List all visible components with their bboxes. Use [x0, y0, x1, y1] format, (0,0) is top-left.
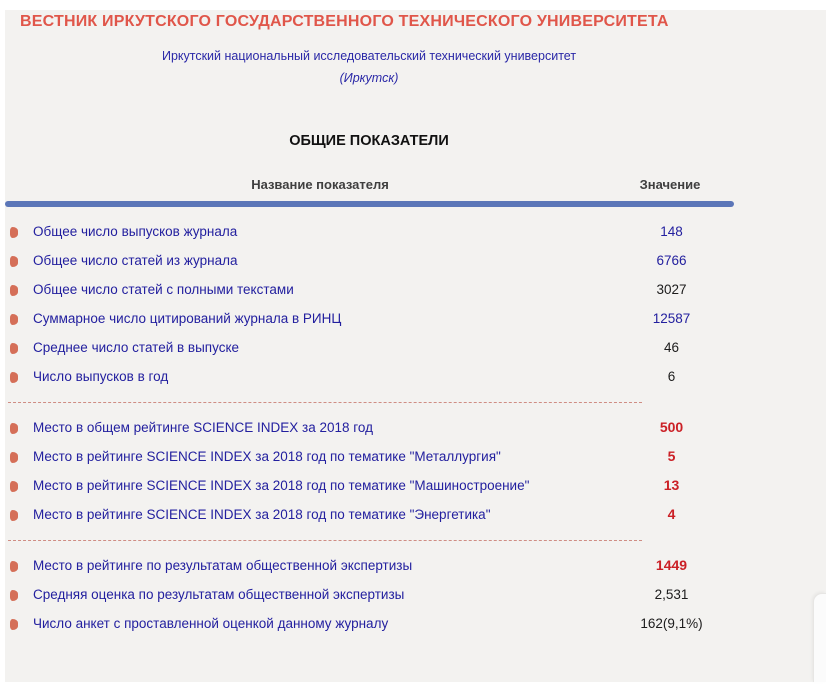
- publisher-link[interactable]: Иркутский национальный исследовательский технический университет: [161, 49, 577, 63]
- bullet-icon: [10, 590, 18, 601]
- indicator-label: Место в рейтинге SCIENCE INDEX за 2018 год по тематике "Энергетика": [33, 507, 491, 522]
- indicator-value[interactable]: 12587: [652, 311, 691, 326]
- indicator-label: Общее число выпусков журнала: [33, 224, 238, 239]
- table-row: [0, 610, 734, 639]
- indicator-label: Число анкет с проставленной оценкой данному журналу: [33, 616, 389, 631]
- indicator-value: 2,531: [654, 587, 689, 602]
- indicator-value[interactable]: 4: [667, 506, 676, 522]
- indicator-value: 6: [667, 369, 676, 384]
- indicator-value: 3027: [656, 282, 687, 297]
- bullet-icon: [10, 343, 18, 354]
- indicator-value: 162(9,1%): [640, 616, 703, 631]
- bullet-icon: [10, 561, 18, 572]
- bullet-icon: [10, 256, 18, 267]
- publisher-city: (Иркутск): [339, 71, 399, 85]
- table-row: [0, 472, 734, 501]
- table-row: [0, 501, 734, 530]
- table-row: [0, 247, 734, 276]
- table-row: [0, 305, 734, 334]
- table-row: [0, 218, 734, 247]
- table-row: [0, 552, 734, 581]
- indicator-label: Общее число статей из журнала: [33, 253, 238, 268]
- indicator-value[interactable]: 13: [663, 477, 680, 493]
- header-rule-bar: [5, 201, 734, 207]
- bullet-icon: [10, 285, 18, 296]
- dashed-separator: [8, 540, 642, 541]
- dashed-separator: [8, 402, 642, 403]
- indicators-table: [0, 218, 734, 639]
- table-row: [0, 414, 734, 443]
- indicator-value[interactable]: 148: [660, 224, 683, 239]
- indicator-label: Место в рейтинге SCIENCE INDEX за 2018 год по тематике "Металлургия": [33, 449, 501, 464]
- indicator-label: Место в рейтинге по результатам общественной экспертизы: [33, 558, 413, 573]
- section-title: ОБЩИЕ ПОКАЗАТЕЛИ: [289, 133, 449, 149]
- table-row: [0, 443, 734, 472]
- table-row: [0, 276, 734, 305]
- indicator-value: 46: [663, 340, 680, 355]
- indicator-value[interactable]: 1449: [655, 557, 688, 573]
- bullet-icon: [10, 481, 18, 492]
- bullet-icon: [10, 227, 18, 238]
- bullet-icon: [10, 619, 18, 630]
- bullet-icon: [10, 314, 18, 325]
- table-row: [0, 334, 734, 363]
- table-row: [0, 363, 734, 392]
- indicator-label: Место в рейтинге SCIENCE INDEX за 2018 год по тематике "Машиностроение": [33, 478, 530, 493]
- indicator-value[interactable]: 5: [667, 448, 676, 464]
- indicator-label: Место в общем рейтинге SCIENCE INDEX за 2018 год: [33, 420, 373, 435]
- bullet-icon: [10, 510, 18, 521]
- bullet-icon: [10, 423, 18, 434]
- bullet-icon: [10, 452, 18, 463]
- indicator-value[interactable]: 6766: [656, 253, 687, 268]
- indicator-label: Среднее число статей в выпуске: [33, 340, 240, 355]
- overlay-card-corner: [813, 593, 826, 682]
- indicator-label: Общее число статей с полными текстами: [33, 282, 294, 297]
- column-header-name: Название показателя: [251, 177, 389, 192]
- indicator-value[interactable]: 500: [659, 419, 684, 435]
- indicator-label: Число выпусков в год: [33, 369, 169, 384]
- journal-title: ВЕСТНИК ИРКУТСКОГО ГОСУДАРСТВЕННОГО ТЕХНИЧЕСКОГО УНИВЕРСИТЕТА: [20, 13, 669, 30]
- indicator-label: Суммарное число цитирований журнала в РИНЦ: [33, 311, 342, 326]
- bullet-icon: [10, 372, 18, 383]
- indicator-label: Средняя оценка по результатам общественной экспертизы: [33, 587, 405, 602]
- column-header-value: Значение: [639, 177, 701, 192]
- table-row: [0, 581, 734, 610]
